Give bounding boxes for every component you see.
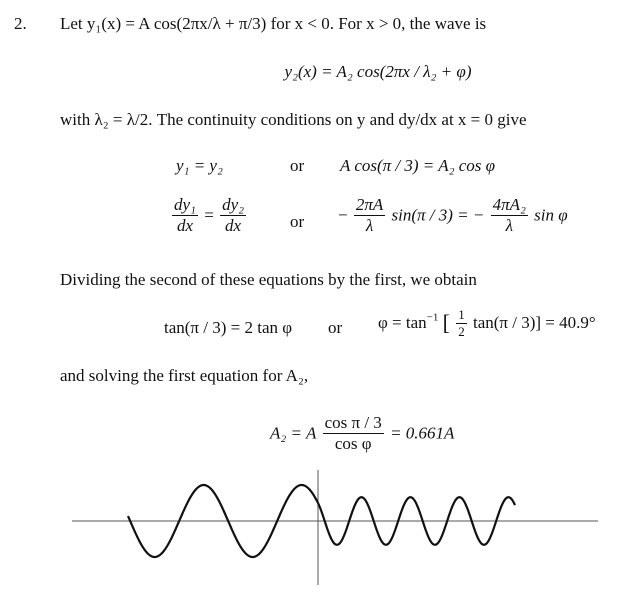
condition-y-left: y₁ = y₂ — [176, 156, 223, 175]
half-numerator: 1 — [458, 307, 465, 322]
minus-sign: − — [338, 205, 348, 225]
half-denominator: 2 — [458, 323, 465, 339]
denominator-lambda-1: λ — [365, 215, 374, 235]
denominator-dx-1: dx — [176, 215, 193, 235]
numerator-dy1: dy₁ — [174, 195, 196, 214]
or-label-3: or — [328, 318, 343, 337]
tan-result: tan(π / 3)] = 40.9° — [472, 313, 596, 333]
numerator-dy2: dy₂ — [222, 195, 245, 214]
phi-equals-tan: φ = tan — [378, 313, 427, 333]
condition-y-right: A cos(π / 3) = A₂ cos φ — [340, 156, 496, 175]
numerator-4piA2: 4πA₂ — [492, 195, 526, 214]
solving-text: and solving the first equation for A₂, — [60, 366, 309, 385]
sin-expression: sin(π / 3) = − — [391, 205, 485, 225]
cos-pi-third: cos π / 3 — [324, 413, 382, 432]
continuity-text: with λ₂ = λ/2. The continuity conditions on y and dy/dx at x = 0 give — [60, 110, 527, 129]
inverse-superscript: −1 — [426, 311, 439, 324]
denominator-lambda-2: λ — [505, 215, 513, 235]
a2-rhs: = 0.661A — [390, 423, 455, 443]
dividing-text: Dividing the second of these equations by the first, we obtain — [60, 270, 477, 289]
problem-number: 2. — [14, 14, 27, 33]
a2-lhs: A₂ = A — [270, 423, 317, 443]
equals-sign: = — [204, 205, 214, 225]
or-label-2: or — [290, 212, 305, 231]
sin-phi: sin φ — [534, 205, 568, 225]
intro-text: Let y₁(x) = A cos(2πx/λ + π/3) for x < 0. For x > 0, the wave is — [60, 14, 487, 33]
numerator-2piA: 2πA — [355, 195, 384, 214]
or-label-1: or — [290, 156, 305, 175]
denominator-dx-2: dx — [225, 215, 242, 235]
left-bracket: [ — [442, 310, 450, 336]
tan-equation-left: tan(π / 3) = 2 tan φ — [164, 318, 293, 337]
cos-phi: cos φ — [334, 433, 372, 453]
equation-y2: y₂(x) = A₂ cos(2πx / λ₂ + φ) — [284, 62, 472, 81]
